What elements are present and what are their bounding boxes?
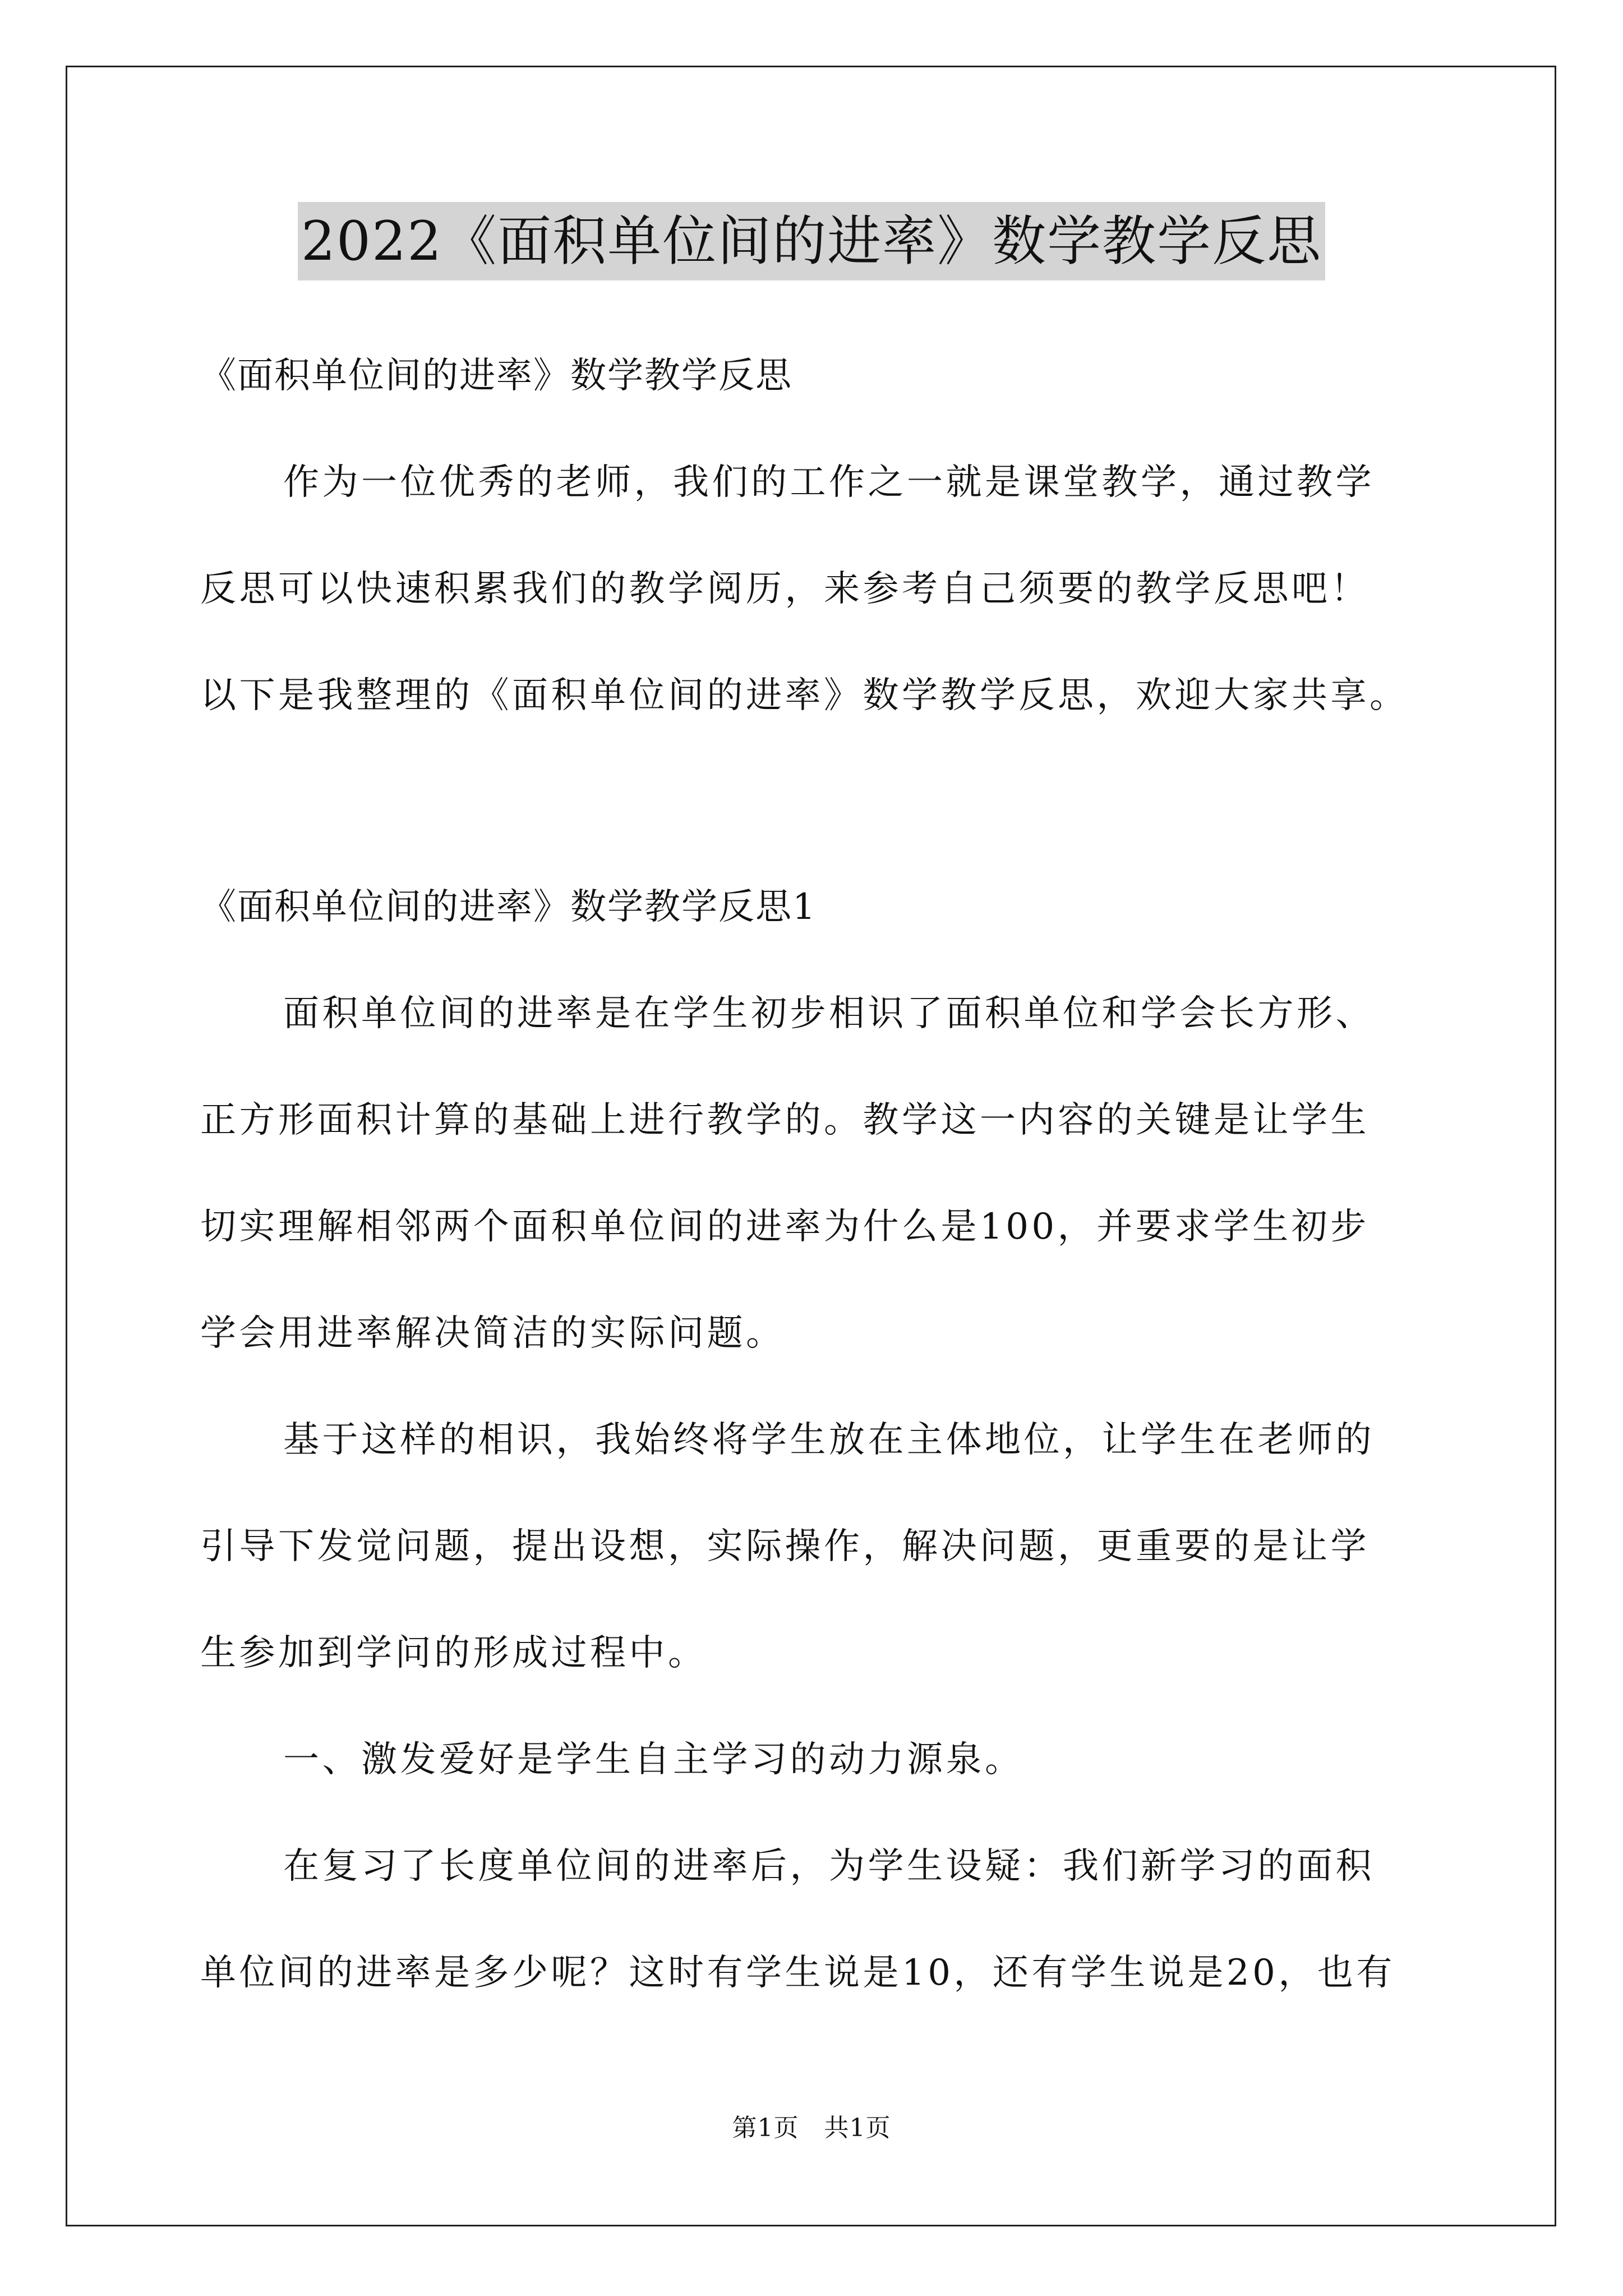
body-line: 正方形面积计算的基础上进行教学的。教学这一内容的关键是让学生 (200, 1099, 1370, 1141)
page-footer: 第1页 共1页 (732, 2114, 891, 2142)
body-line: 单位间的进率是多少呢？这时有学生说是10，还有学生说是20，也有 (200, 1952, 1395, 1994)
section-heading: 《面积单位间的进率》数学教学反思1 (200, 886, 817, 928)
document-title: 2022《面积单位间的进率》数学教学反思 (298, 202, 1325, 280)
body-line: 引导下发觉问题，提出设想，实际操作，解决问题，更重要的是让学 (200, 1526, 1370, 1567)
intro-line: 作为一位优秀的老师，我们的工作之一就是课堂教学，通过教学 (283, 462, 1375, 503)
body-line: 学会用进率解决简洁的实际问题。 (200, 1313, 785, 1354)
body-line: 基于这样的相识，我始终将学生放在主体地位，让学生在老师的 (283, 1419, 1375, 1461)
body-line: 一、激发爱好是学生自主学习的动力源泉。 (283, 1739, 1024, 1780)
intro-line: 反思可以快速积累我们的教学阅历，来参考自己须要的教学反思吧！ (200, 568, 1370, 610)
body-line: 在复习了长度单位间的进率后，为学生设疑：我们新学习的面积 (283, 1846, 1375, 1887)
body-line: 切实理解相邻两个面积单位间的进率为什么是100，并要求学生初步 (200, 1206, 1370, 1248)
body-line: 生参加到学问的形成过程中。 (200, 1632, 707, 1674)
intro-line: 以下是我整理的《面积单位间的进率》数学教学反思，欢迎大家共享。 (200, 675, 1409, 716)
body-line: 面积单位间的进率是在学生初步相识了面积单位和学会长方形、 (283, 993, 1375, 1034)
document-subtitle: 《面积单位间的进率》数学教学反思 (200, 355, 792, 397)
title-container (0, 202, 1623, 280)
